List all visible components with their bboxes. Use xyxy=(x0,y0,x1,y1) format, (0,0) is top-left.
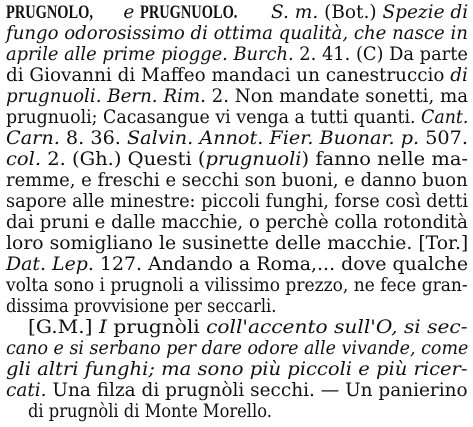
entry-line xyxy=(6,296,276,318)
text-run: volta sono i prugnoli a vilissimo prezzo, ne fece gran- xyxy=(6,275,468,296)
italic-text: Carn. xyxy=(6,128,60,149)
italic-text: e xyxy=(123,2,135,23)
text-run: 507. xyxy=(419,128,468,149)
entry-line xyxy=(6,275,468,297)
entry-line xyxy=(6,65,468,87)
text-run: ) fanno nelle ma- xyxy=(301,149,469,170)
text-run: di Giovanni di Maffeo mandaci un canestruccio xyxy=(6,65,451,86)
text-run: loro somigliano le susinette delle macchie. [Tor.] xyxy=(6,233,469,254)
entry-line xyxy=(6,170,468,192)
entry-line xyxy=(6,233,468,255)
text-run: remme, e freschi e secchi son buoni, e danno buon xyxy=(6,170,468,191)
entry-line xyxy=(28,401,272,423)
italic-text: cano e si serbano per dare odore alle vivande, come xyxy=(6,338,469,359)
text-run: prugnuoli; Cacasangue vi venga a tutti quanti. xyxy=(6,107,422,128)
italic-text: S. m. xyxy=(271,2,319,23)
italic-text: coll'accento sull'O, si sec- xyxy=(206,317,468,338)
italic-text: aprile alle prime piogge. Burch. xyxy=(6,44,294,65)
entry-line xyxy=(6,128,468,150)
italic-text: gli altri funghi; ma sono più piccoli e più ricer- xyxy=(6,359,468,380)
italic-text: Dat. Lep. xyxy=(6,254,94,275)
text-run: (Bot.) xyxy=(318,2,383,23)
italic-text: I xyxy=(98,317,107,338)
text-run: 2. Non mandate sonetti, ma xyxy=(205,86,469,107)
entry-line xyxy=(6,212,468,234)
text-run: prugnòli xyxy=(106,317,207,338)
italic-text: prugnuoli. Bern. Rim. xyxy=(6,86,206,107)
italic-text: cati. xyxy=(6,380,47,401)
entry-line xyxy=(6,338,468,360)
headword: PRUGNUOLO. xyxy=(140,3,238,23)
entry-line xyxy=(6,107,468,129)
text-run: dissima provvisione per seccarli. xyxy=(6,296,277,317)
italic-text: fungo odorosissimo di ottima qualità, che nasce in xyxy=(6,23,468,44)
text-run: di prugnòli di Monte Morello. xyxy=(28,401,272,422)
italic-text: di xyxy=(450,65,468,86)
italic-text: Cant. xyxy=(421,107,469,128)
italic-text: prugnuoli xyxy=(205,149,302,170)
entry-line xyxy=(6,254,468,276)
entry-line xyxy=(6,23,468,45)
entry-line xyxy=(6,86,468,108)
text-run: dai pruni e dalle macchie, o perchè colla rotondità xyxy=(6,212,468,233)
text-run: 2. (Gh.) Questi ( xyxy=(41,149,206,170)
entry-line xyxy=(28,317,468,339)
entry-line xyxy=(6,2,468,24)
italic-text: col. xyxy=(6,149,42,170)
entry-line xyxy=(6,191,468,213)
text-run: 2. 41. (C) Da parte xyxy=(293,44,468,65)
text-run: sapore alle minestre: piccoli funghi, forse così detti xyxy=(6,191,468,212)
headword: PRUGNOLO, xyxy=(6,3,93,23)
entry-line xyxy=(6,44,468,66)
italic-text: Spezie di xyxy=(382,2,469,23)
entry-line xyxy=(6,380,468,402)
italic-text: Salvin. Annot. Fier. Buonar. p. xyxy=(126,128,420,149)
text-run: Una filza di prugnòli secchi. — Un panierino xyxy=(46,380,468,401)
entry-line xyxy=(6,359,467,381)
text-run: 8. 36. xyxy=(59,128,127,149)
entry-line xyxy=(6,149,468,171)
text-run: 127. Andando a Roma,... dove qualche xyxy=(93,254,469,275)
text-run: [G.M.] xyxy=(28,317,99,338)
